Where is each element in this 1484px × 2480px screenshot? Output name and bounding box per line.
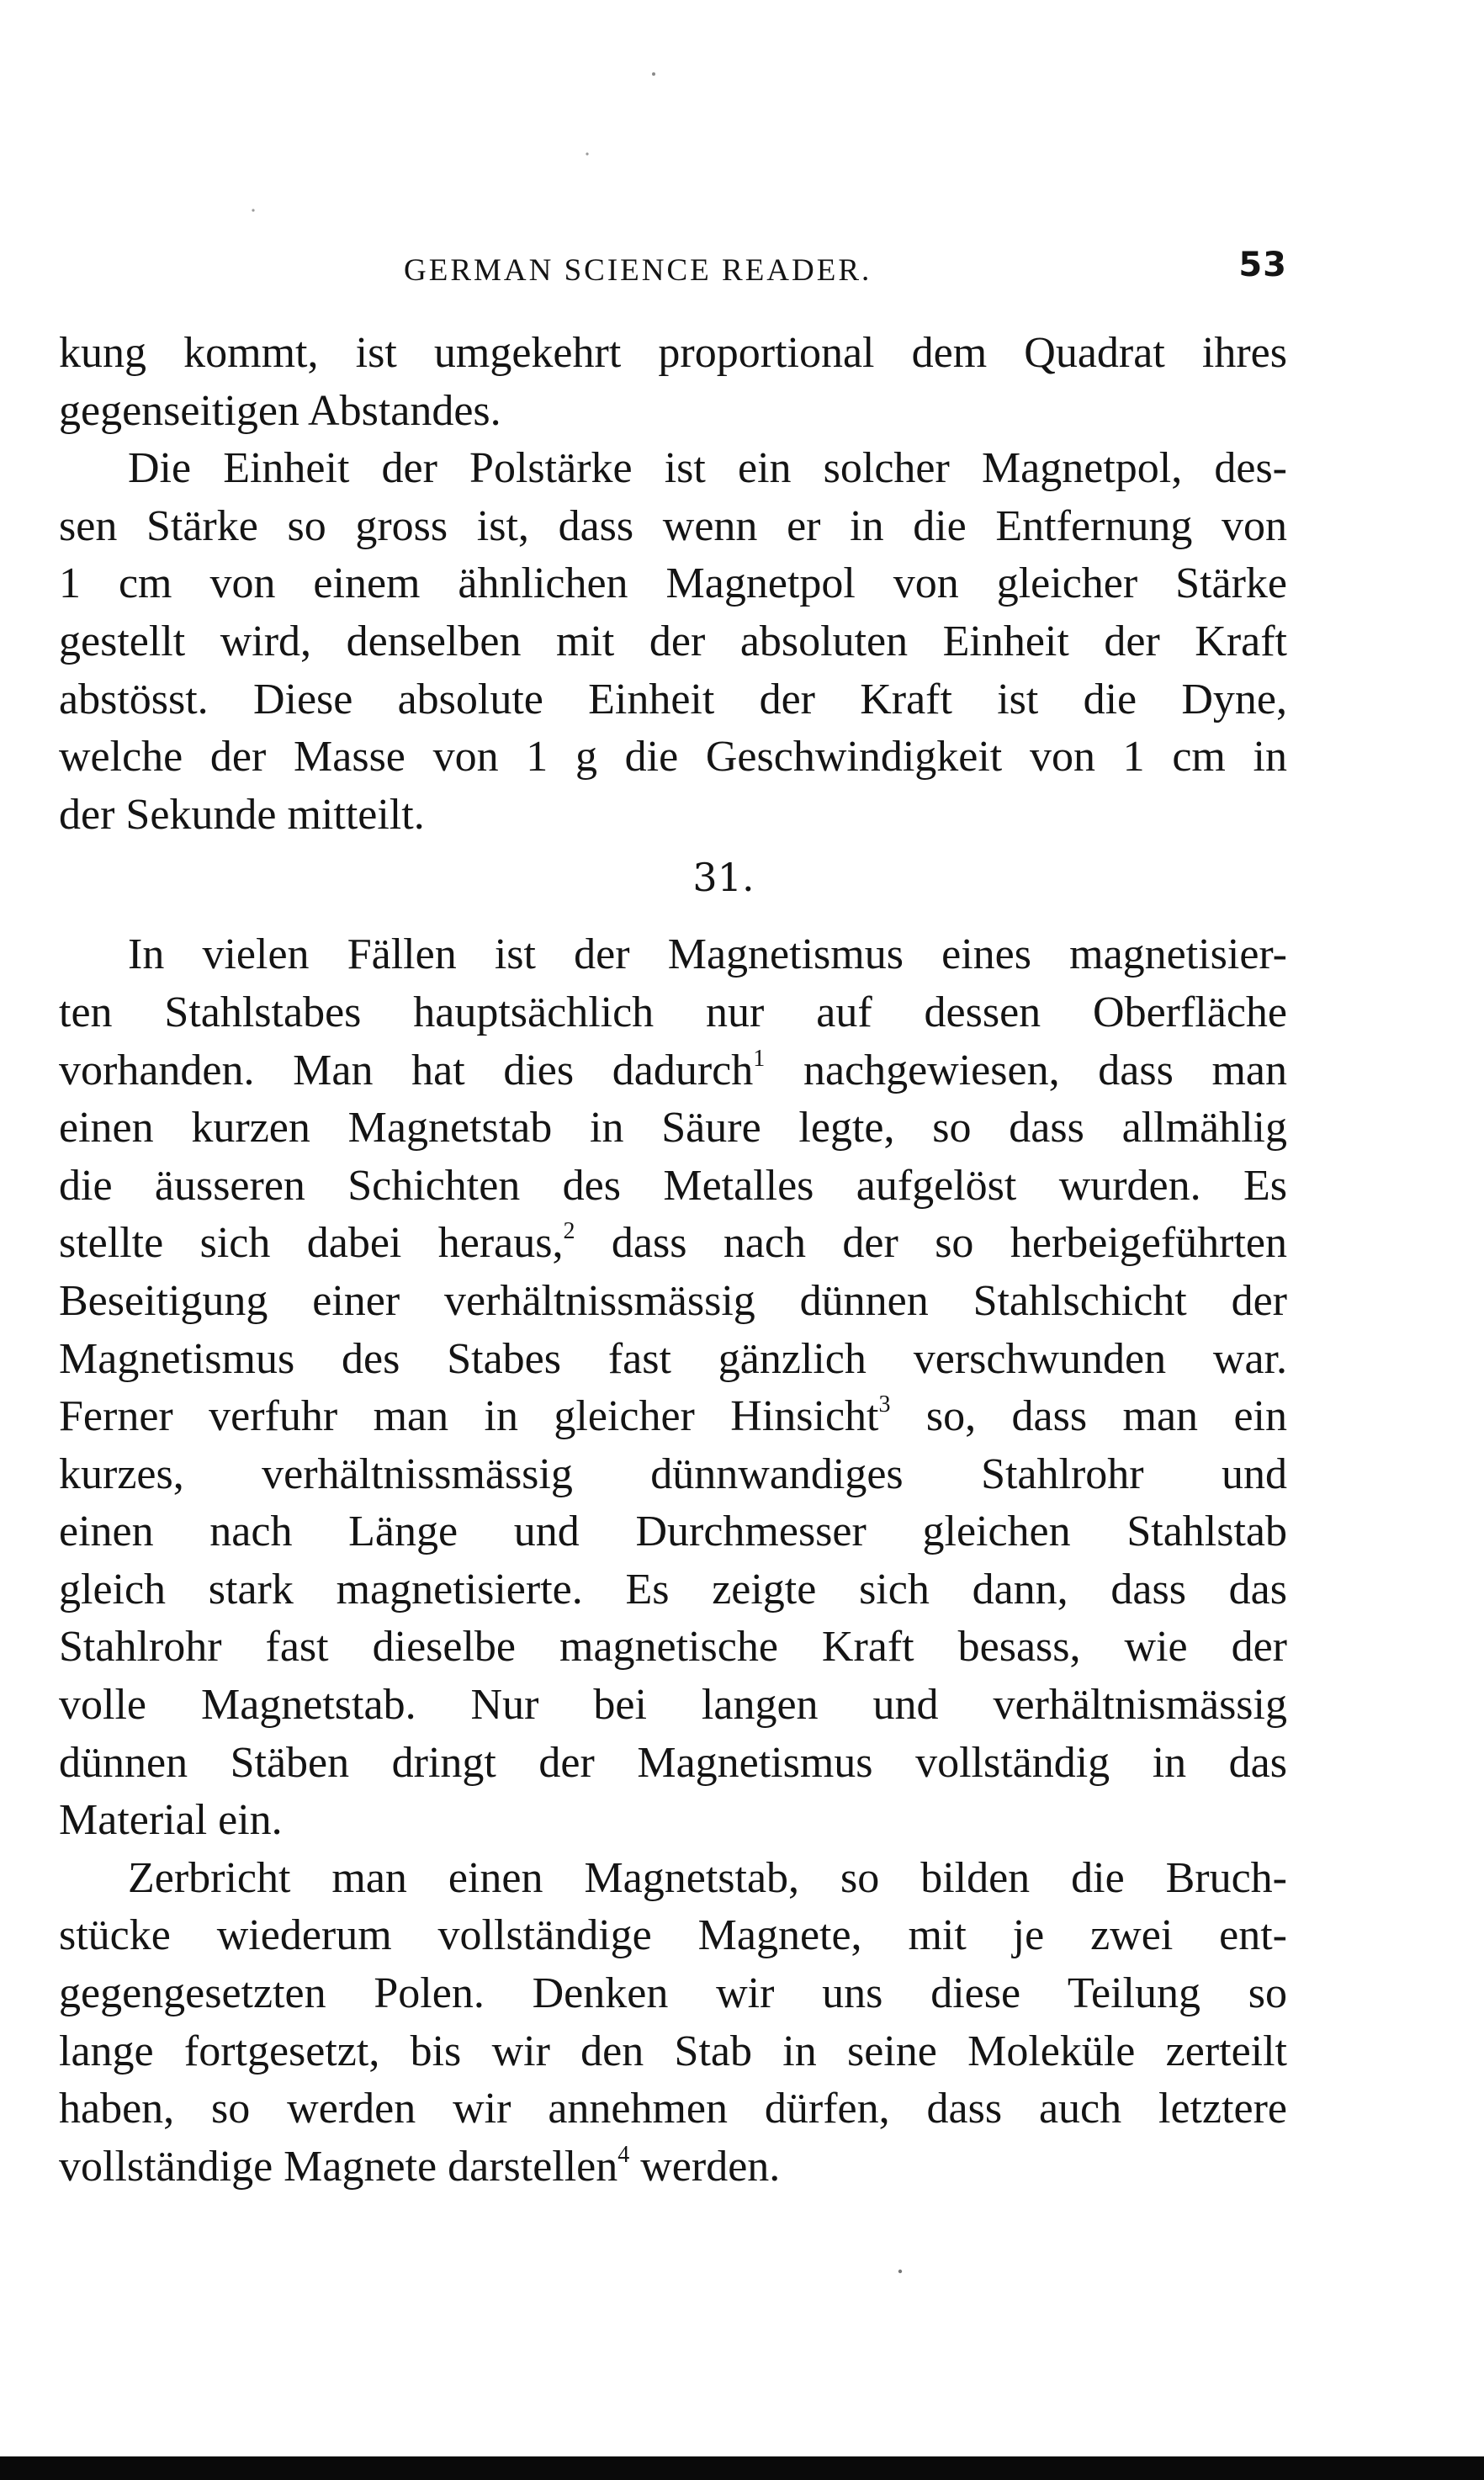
- text-line: volle Magnetstab. Nur bei langen und verhältnismässig: [59, 1681, 1287, 1730]
- text-line: lange fortgesetzt, bis wir den Stab in seine Moleküle zerteilt: [59, 2027, 1287, 2075]
- text-line: einen nach Länge und Durchmesser gleichen Stahlstab: [59, 1508, 1287, 1556]
- text-line: Stahlrohr fast dieselbe magnetische Kraft besass, wie der: [59, 1623, 1287, 1672]
- running-head: [59, 246, 1287, 303]
- footnote-marker: 1: [753, 1045, 766, 1072]
- text-fragment: Ferner verfuhr man in gleicher Hinsicht: [59, 1392, 879, 1441]
- text-fragment: werden.: [629, 2142, 781, 2191]
- text-line: [59, 1215, 1287, 1273]
- text-line: ten Stahlstabes hauptsächlich nur auf dessen Oberfläche: [59, 988, 1287, 1036]
- text-fragment: vorhanden. Man hat dies dadurch: [59, 1046, 754, 1094]
- text-line: haben, so werden wir annehmen dürfen, dass auch letztere: [59, 2085, 1287, 2133]
- text-line: [59, 2138, 1287, 2196]
- text-line: [59, 1042, 1287, 1100]
- text-line: die äusseren Schichten des Metalles aufgelöst wurden. Es: [59, 1161, 1287, 1210]
- text-fragment: dass nach der so herbeigeführten: [575, 1219, 1287, 1268]
- text-line: dünnen Stäben dringt der Magnetismus vollständig in das: [59, 1738, 1287, 1787]
- text-fragment: nachgewiesen, dass man: [765, 1046, 1288, 1094]
- text-line: gegengesetzten Polen. Denken wir uns diese Teilung so: [59, 1969, 1287, 2018]
- text-line: abstösst. Diese absolute Einheit der Kraft ist die Dyne,: [59, 675, 1287, 723]
- page-number: 53: [1238, 246, 1287, 284]
- text-line: In vielen Fällen ist der Magnetismus eines magnetisier-: [128, 930, 1287, 979]
- text-line: stücke wiederum vollständige Magnete, mit je zwei ent-: [59, 1911, 1287, 1960]
- section-number: 31.: [692, 855, 755, 901]
- text-line: kurzes, verhältnissmässig dünnwandiges Stahlrohr und: [59, 1449, 1287, 1498]
- text-line: gegenseitigen Abstandes.: [59, 386, 501, 435]
- text-fragment: so, dass man ein: [890, 1392, 1288, 1441]
- text-line: Magnetismus des Stabes fast gänzlich verschwunden war.: [59, 1334, 1287, 1383]
- text-line: einen kurzen Magnetstab in Säure legte, so dass allmählig: [59, 1104, 1287, 1153]
- text-line: Beseitigung einer verhältnissmässig dünnen Stahlschicht der: [59, 1276, 1287, 1325]
- text-fragment: stellte sich dabei heraus,: [59, 1219, 564, 1268]
- body-text: [59, 325, 1287, 2196]
- text-line: der Sekunde mitteilt.: [59, 790, 425, 839]
- footnote-marker: 4: [617, 2141, 630, 2168]
- text-line: 1 cm von einem ähnlichen Magnetpol von gleicher Stärke: [59, 559, 1287, 608]
- footnote-marker: 3: [878, 1391, 891, 1418]
- text-fragment: vollständige Magnete darstellen: [59, 2142, 618, 2191]
- text-line: gleich stark magnetisierte. Es zeigte sich dann, dass das: [59, 1565, 1287, 1614]
- text-line: kung kommt, ist umgekehrt proportional dem Quadrat ihres: [59, 329, 1287, 377]
- section-spacer: [59, 911, 1287, 926]
- text-line: gestellt wird, denselben mit der absoluten Einheit der Kraft: [59, 617, 1287, 665]
- scan-bottom-edge: [0, 2456, 1484, 2480]
- paragraph-continuation: [59, 325, 1287, 440]
- running-title: GERMAN SCIENCE READER.: [404, 253, 872, 288]
- text-line: welche der Masse von 1 g die Geschwindigkeit von 1 cm in: [59, 733, 1287, 782]
- text-line: sen Stärke so gross ist, dass wenn er in die Entfernung von: [59, 501, 1287, 550]
- text-line: Die Einheit der Polstärke ist ein solcher Magnetpol, des-: [128, 444, 1287, 493]
- text-line: [59, 1388, 1287, 1446]
- paragraph-surface-magnetism: [59, 926, 1287, 1850]
- paragraph-broken-magnet: [59, 1850, 1287, 2196]
- paragraph-pole-strength: [59, 440, 1287, 844]
- footnote-marker: 2: [563, 1218, 575, 1245]
- text-line: Zerbricht man einen Magnetstab, so bilden die Bruch-: [128, 1853, 1287, 1902]
- text-line: Material ein.: [59, 1796, 283, 1845]
